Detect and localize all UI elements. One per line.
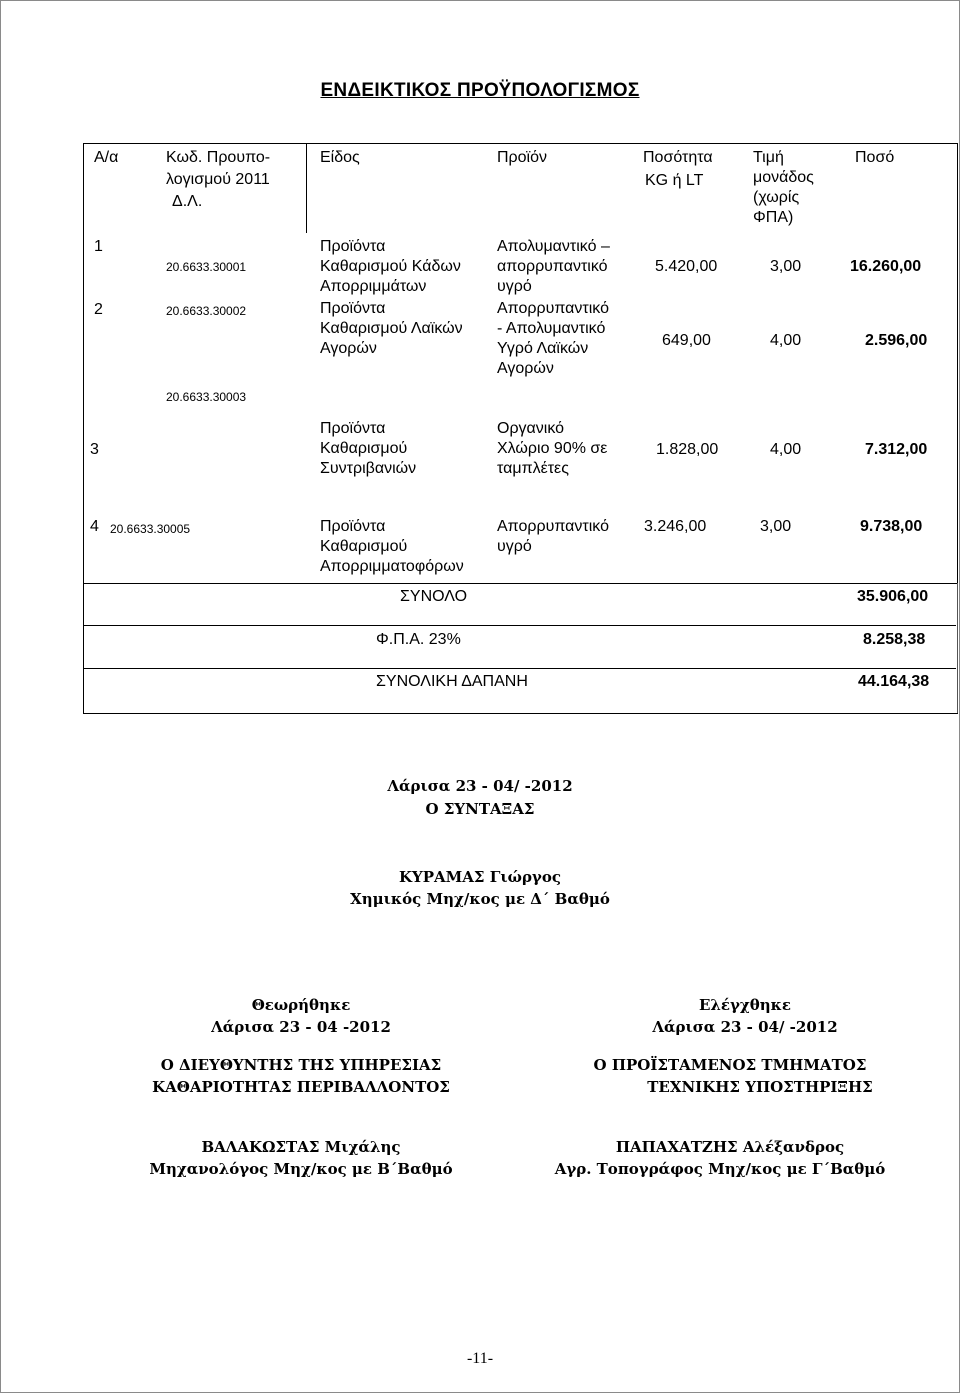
sum-label: ΣΥΝΟΛΟ <box>400 588 468 605</box>
row2-eidos-line2: Καθαρισμού Λαϊκών <box>320 320 463 337</box>
right-sig-title: Αγρ. Τοπογράφος Μηχ/κος με Γ΄Βαθμό <box>554 1160 886 1178</box>
row2-code-extra: 20.6633.30003 <box>166 390 247 404</box>
row3-quantity: 1.828,00 <box>656 441 719 458</box>
header-quantity-line1: Ποσότητα <box>643 149 713 166</box>
row2-eidos-line1: Προϊόντα <box>320 300 386 317</box>
header-code-line2: λογισμού 2011 <box>166 171 270 188</box>
row1-product-line3: υγρό <box>497 278 532 295</box>
right-sig-name: ΠΑΠΑΧΑΤΖΗΣ Αλέξανδρος <box>615 1138 845 1156</box>
row4-product-line2: υγρό <box>497 538 532 555</box>
author-title: Χημικός Μηχ/κος με Δ΄ Βαθμό <box>350 890 610 908</box>
vat-value: 8.258,38 <box>863 631 926 648</box>
row4-eidos-line1: Προϊόντα <box>320 518 386 535</box>
row3-price: 4,00 <box>770 441 802 458</box>
header-quantity-line2: KG ή LT <box>645 172 704 189</box>
row2-product-line1: Απορρυπαντικό <box>497 300 609 317</box>
right-sig-role-line2: ΤΕΧΝΙΚΗΣ ΥΠΟΣΤΗΡΙΞΗΣ <box>647 1078 873 1096</box>
row1-aa: 1 <box>94 238 103 255</box>
left-sig-status: Θεωρήθηκε <box>251 996 351 1014</box>
table-bottom-border <box>83 713 958 714</box>
author-name: ΚΥΡΑΜΑΣ Γιώργος <box>399 868 561 886</box>
header-amount: Ποσό <box>855 149 895 166</box>
row4-code: 20.6633.30005 <box>110 522 191 536</box>
grand-total-value: 44.164,38 <box>858 673 930 690</box>
row1-eidos-line1: Προϊόντα <box>320 238 386 255</box>
row3-amount: 7.312,00 <box>865 441 928 458</box>
row3-aa: 3 <box>90 441 99 458</box>
table-top-border <box>83 143 958 144</box>
row4-price: 3,00 <box>760 518 792 535</box>
table-left-border <box>83 143 84 713</box>
header-price-line2: μονάδος <box>753 169 814 186</box>
right-sig-status: Ελέγχθηκε <box>698 996 792 1014</box>
author-place-date: Λάρισα 23 - 04/ -2012 <box>387 777 573 795</box>
vat-line <box>83 668 956 669</box>
right-sig-role-line1: Ο ΠΡΟΪΣΤΑΜΕΝΟΣ ΤΜΗΜΑΤΟΣ <box>593 1056 867 1074</box>
header-price-line3: (χωρίς <box>753 189 800 206</box>
header-code-line1: Κωδ. Προυπο- <box>166 149 271 166</box>
left-sig-name: ΒΑΛΑΚΩΣΤΑΣ Μιχάλης <box>201 1138 401 1156</box>
row3-eidos-line3: Συντριβανιών <box>320 460 417 477</box>
row1-code: 20.6633.30001 <box>166 260 247 274</box>
row4-eidos-line2: Καθαρισμού <box>320 538 408 555</box>
row3-product-line1: Οργανικό <box>497 420 565 437</box>
header-code-line3: Δ.Λ. <box>172 193 203 210</box>
row2-product-line4: Αγορών <box>497 360 554 377</box>
row4-product-line1: Απορρυπαντικό <box>497 518 609 535</box>
sum-line <box>83 625 956 626</box>
table-right-border <box>957 143 958 583</box>
grand-total-label: ΣΥΝΟΛΙΚΗ ΔΑΠΑΝΗ <box>376 673 528 690</box>
row4-aa: 4 <box>90 518 99 535</box>
document-title: ΕΝΔΕΙΚΤΙΚΟΣ ΠΡΟΫΠΟΛΟΓΙΣΜΟΣ <box>320 80 640 101</box>
left-sig-title: Μηχανολόγος Μηχ/κος με Β΄Βαθμό <box>149 1160 453 1178</box>
row1-quantity: 5.420,00 <box>655 258 718 275</box>
totals-right-border <box>957 583 958 713</box>
left-sig-role-line1: Ο ΔΙΕΥΘΥΝΤΗΣ ΤΗΣ ΥΠΗΡΕΣΙΑΣ <box>160 1056 442 1074</box>
totals-top-line <box>83 583 958 584</box>
sum-value: 35.906,00 <box>857 588 929 605</box>
header-price-line1: Τιμή <box>753 149 784 166</box>
row2-product-line2: - Απολυμαντικό <box>497 320 606 337</box>
row4-quantity: 3.246,00 <box>644 518 707 535</box>
row1-amount: 16.260,00 <box>850 258 922 275</box>
row2-eidos-line3: Αγορών <box>320 340 377 357</box>
row3-product-line2: Χλώριο 90% σε <box>497 440 608 457</box>
row1-eidos-line2: Καθαρισμού Κάδων <box>320 258 461 275</box>
left-sig-place-date: Λάρισα 23 - 04 -2012 <box>211 1018 391 1036</box>
row2-code: 20.6633.30002 <box>166 304 247 318</box>
right-sig-place-date: Λάρισα 23 - 04/ -2012 <box>652 1018 838 1036</box>
vat-label: Φ.Π.Α. 23% <box>376 631 461 648</box>
author-role: Ο ΣΥΝΤΑΞΑΣ <box>425 800 535 818</box>
header-price-line4: ΦΠΑ) <box>753 209 794 226</box>
header-divider <box>306 143 307 233</box>
row4-eidos-line3: Απορριμματοφόρων <box>320 558 464 575</box>
row1-price: 3,00 <box>770 258 802 275</box>
page-number: -11- <box>466 1350 494 1367</box>
row3-eidos-line2: Καθαρισμού <box>320 440 408 457</box>
row2-price: 4,00 <box>770 332 802 349</box>
row2-amount: 2.596,00 <box>865 332 928 349</box>
header-eidos: Είδος <box>320 149 360 166</box>
row3-eidos-line1: Προϊόντα <box>320 420 386 437</box>
row2-quantity: 649,00 <box>662 332 711 349</box>
row2-aa: 2 <box>94 301 103 318</box>
row2-product-line3: Υγρό Λαϊκών <box>497 340 589 357</box>
row1-product-line1: Απολυμαντικό – <box>497 238 610 255</box>
header-aa: Α/α <box>94 149 119 166</box>
row4-amount: 9.738,00 <box>860 518 923 535</box>
left-sig-role-line2: ΚΑΘΑΡΙΟΤΗΤΑΣ ΠΕΡΙΒΑΛΛΟΝΤΟΣ <box>152 1078 450 1096</box>
header-proion: Προϊόν <box>497 149 548 166</box>
row3-product-line3: ταμπλέτες <box>497 460 569 477</box>
row1-product-line2: απορρυπαντικό <box>497 258 608 275</box>
row1-eidos-line3: Απορριμμάτων <box>320 278 427 295</box>
